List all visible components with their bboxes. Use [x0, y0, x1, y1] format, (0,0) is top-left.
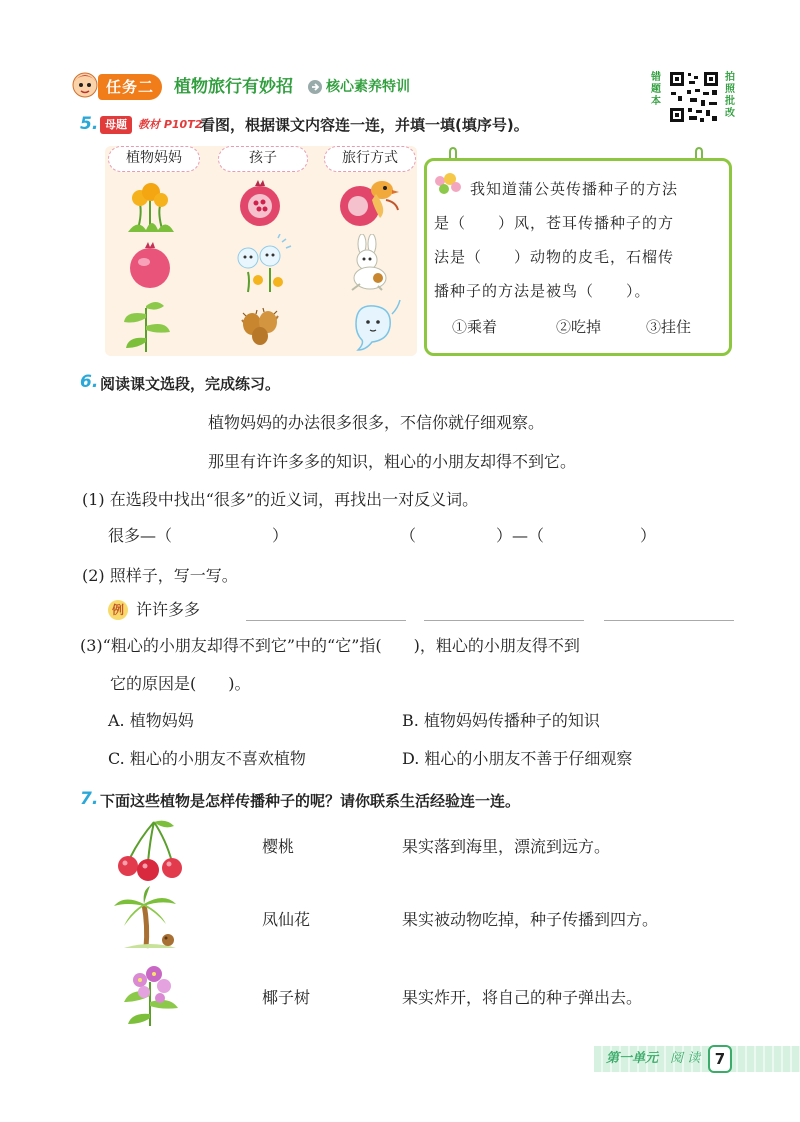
subquestion-2: (2) 照样子，写一写。 [82, 566, 238, 585]
answer-blank[interactable] [246, 620, 406, 621]
section-subtitle: 核心素养特训 [326, 79, 410, 95]
answer-blank[interactable] [424, 620, 584, 621]
subquestion-3: (3)“粗心的小朋友却得不到它”中的“它”指( )，粗心的小朋友得不到 [80, 636, 580, 655]
cocklebur-burs-icon[interactable] [228, 294, 292, 354]
subquestion-1: (1) 在选段中找出“很多”的近义词，再找出一对反义词。 [82, 490, 479, 509]
note-line: 是（ ）风，苍耳传播种子的方 [434, 214, 675, 232]
section-title: 植物旅行有妙招 [174, 77, 293, 97]
option-1[interactable]: ①乘着 [452, 318, 498, 336]
footer-unit: 第一单元 [606, 1051, 659, 1066]
coconut-tree-icon[interactable] [110, 886, 190, 952]
paren-close: ） [272, 526, 289, 545]
cocklebur-plant-icon[interactable] [114, 294, 178, 354]
dispersal-method[interactable]: 果实炸开，将自己的种子弹出去。 [402, 988, 643, 1007]
plant-name[interactable]: 凤仙花 [262, 910, 311, 929]
qr-left-label: 错题本 [651, 72, 661, 107]
qr-right-label: 拍照批改 [725, 72, 735, 119]
column-header: 植物妈妈 [108, 146, 200, 172]
question-prompt: 看图，根据课文内容连一连，并填一填(填序号)。 [200, 116, 529, 134]
paren-close: ） [640, 526, 657, 545]
passage-line: 植物妈妈的办法很多很多，不信你就仔细观察。 [208, 413, 545, 432]
question-number: 5. [80, 114, 99, 134]
antonym-dash: ）—（ [496, 526, 545, 545]
note-line: 播种子的方法是被鸟（ ）。 [434, 282, 651, 300]
example-text: 许许多多 [136, 600, 201, 619]
answer-prefix: 很多—（ [108, 526, 173, 545]
dispersal-method[interactable]: 果实被动物吃掉，种子传播到四方。 [402, 910, 659, 929]
example-badge: 例 [108, 600, 128, 620]
page-number: 7 [708, 1045, 732, 1073]
column-header: 孩子 [218, 146, 308, 172]
question-number: 6. [80, 372, 99, 392]
passage-line: 那里有许许多多的知识，粗心的小朋友却得不到它。 [208, 452, 577, 471]
balsam-flower-icon[interactable] [110, 962, 190, 1028]
option-2[interactable]: ②吃掉 [556, 318, 602, 336]
footer-section: 阅 读 [670, 1051, 701, 1066]
arrow-right-icon [307, 79, 323, 95]
dandelion-seeds-icon[interactable] [230, 234, 294, 294]
task-badge: 任务二 [98, 74, 162, 100]
pomegranate-open-icon[interactable] [228, 174, 292, 234]
option-3[interactable]: ③挂住 [646, 318, 692, 336]
mascot-icon [70, 68, 100, 100]
bird-icon[interactable] [336, 172, 400, 232]
column-header: 旅行方式 [324, 146, 416, 172]
pomegranate-icon[interactable] [118, 234, 182, 294]
dispersal-method[interactable]: 果实落到海里，漂流到远方。 [402, 837, 611, 856]
wind-spirit-icon[interactable] [338, 294, 402, 354]
plant-name[interactable]: 椰子树 [262, 988, 311, 1007]
flower-icon [432, 171, 462, 197]
answer-blank[interactable] [604, 620, 734, 621]
cherry-icon[interactable] [110, 818, 190, 884]
dandelion-icon[interactable] [118, 174, 182, 234]
choice-a[interactable]: A. 植物妈妈 [108, 711, 194, 730]
qr-code-icon[interactable] [668, 70, 720, 124]
question-number: 7. [80, 789, 99, 809]
source-badge: 母题 [100, 116, 132, 134]
plant-name[interactable]: 樱桃 [262, 837, 295, 856]
source-reference: 教材 P10T2 [138, 118, 203, 131]
rabbit-icon[interactable] [338, 234, 402, 294]
note-line: 法是（ ）动物的皮毛，石榴传 [434, 248, 675, 266]
choice-b[interactable]: B. 植物妈妈传播种子的知识 [402, 711, 600, 730]
paren-open: （ [400, 526, 417, 545]
choice-d[interactable]: D. 粗心的小朋友不善于仔细观察 [402, 749, 633, 768]
question-prompt: 阅读课文选段，完成练习。 [100, 375, 281, 393]
note-line: 我知道蒲公英传播种子的方法 [470, 180, 679, 198]
question-prompt: 下面这些植物是怎样传播种子的呢？请你联系生活经验连一连。 [100, 792, 521, 810]
subquestion-3-cont: 它的原因是( )。 [110, 674, 251, 693]
choice-c[interactable]: C. 粗心的小朋友不喜欢植物 [108, 749, 306, 768]
